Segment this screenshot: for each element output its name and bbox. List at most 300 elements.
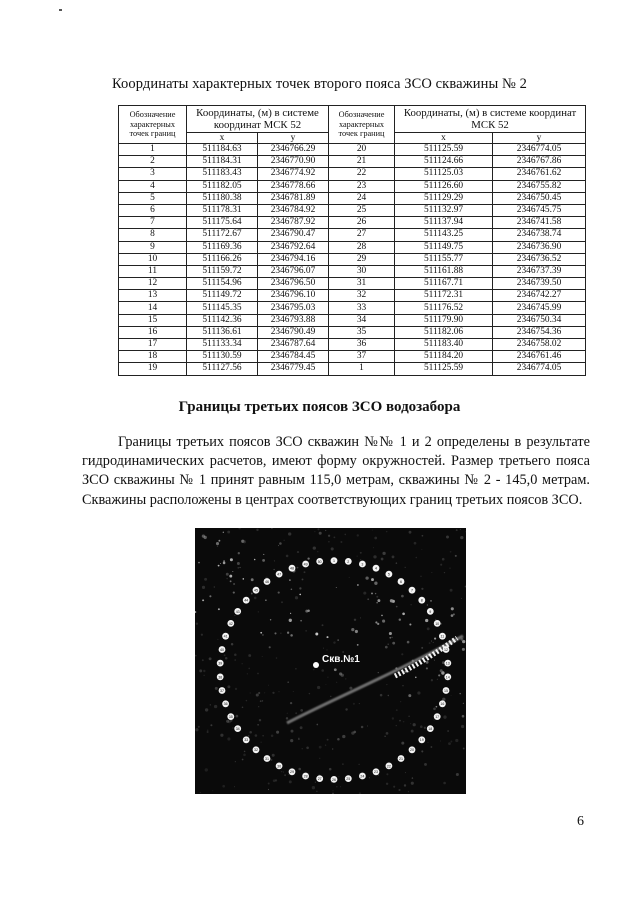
terrain-speckle <box>220 563 221 564</box>
terrain-speckle <box>224 654 226 656</box>
boundary-point-label: 46 <box>265 579 269 584</box>
terrain-speckle <box>389 632 392 635</box>
terrain-speckle <box>355 630 358 633</box>
terrain-speckle <box>319 758 320 759</box>
terrain-speckle <box>234 659 236 661</box>
table-row <box>119 168 586 180</box>
cell-point-left: 6 <box>119 204 187 216</box>
terrain-speckle <box>421 647 423 649</box>
cell-x-left: 511182.05 <box>187 180 258 192</box>
terrain-speckle <box>447 730 449 732</box>
boundary-point-label: 27 <box>317 777 322 781</box>
terrain-speckle <box>450 589 453 592</box>
terrain-speckle <box>207 730 209 732</box>
cell-x-left: 511142.36 <box>187 314 258 326</box>
terrain-speckle <box>375 593 376 594</box>
terrain-speckle <box>198 726 200 728</box>
table-row <box>119 241 586 253</box>
terrain-speckle <box>336 587 337 588</box>
terrain-speckle <box>322 624 324 626</box>
terrain-speckle <box>226 578 228 580</box>
terrain-speckle <box>453 613 455 615</box>
terrain-speckle <box>276 731 279 734</box>
cell-point-right: 22 <box>329 168 395 180</box>
terrain-speckle <box>396 606 398 608</box>
terrain-speckle <box>420 725 423 728</box>
table-row <box>119 278 586 290</box>
terrain-speckle <box>391 637 392 638</box>
cell-x-left: 511149.72 <box>187 290 258 302</box>
terrain-speckle <box>339 776 340 777</box>
terrain-speckle <box>215 687 218 690</box>
cell-x-left: 511166.26 <box>187 253 258 265</box>
terrain-speckle <box>233 583 235 585</box>
terrain-speckle <box>302 578 304 580</box>
terrain-speckle <box>416 557 418 559</box>
cell-y-right: 2346767.86 <box>493 156 586 168</box>
terrain-speckle <box>236 715 239 718</box>
terrain-speckle <box>342 763 343 764</box>
terrain-speckle <box>247 673 248 674</box>
terrain-speckle <box>281 601 283 603</box>
terrain-speckle <box>276 657 278 659</box>
cell-y-left: 2346794.16 <box>258 253 329 265</box>
terrain-speckle <box>212 790 213 791</box>
terrain-speckle <box>415 677 417 679</box>
terrain-speckle <box>385 646 388 649</box>
header-y-left: y <box>258 133 329 144</box>
terrain-speckle <box>248 735 249 736</box>
terrain-speckle <box>269 646 271 648</box>
terrain-speckle <box>329 768 332 771</box>
terrain-speckle <box>390 599 393 602</box>
terrain-speckle <box>431 679 433 681</box>
terrain-speckle <box>386 783 388 785</box>
terrain-speckle <box>244 751 246 753</box>
terrain-speckle <box>396 709 398 711</box>
terrain-speckle <box>333 536 335 538</box>
terrain-speckle <box>209 657 212 660</box>
cell-point-right: 21 <box>329 156 395 168</box>
terrain-speckle <box>298 738 300 740</box>
terrain-speckle <box>442 661 445 664</box>
terrain-speckle <box>205 768 208 771</box>
terrain-speckle <box>405 772 406 773</box>
terrain-speckle <box>202 599 204 601</box>
cell-y-left: 2346790.49 <box>258 326 329 338</box>
terrain-speckle <box>199 669 202 672</box>
terrain-speckle <box>377 623 379 625</box>
terrain-speckle <box>328 535 330 537</box>
terrain-speckle <box>254 597 257 600</box>
terrain-speckle <box>283 772 284 773</box>
cell-x-left: 511133.34 <box>187 339 258 351</box>
table-row <box>119 144 586 156</box>
terrain-speckle <box>304 571 306 573</box>
cell-point-right: 30 <box>329 265 395 277</box>
terrain-speckle <box>312 786 315 789</box>
terrain-speckle <box>420 576 421 577</box>
terrain-speckle <box>258 706 259 707</box>
terrain-speckle <box>232 727 234 729</box>
scan-artifact <box>59 9 62 11</box>
terrain-speckle <box>399 720 401 722</box>
terrain-speckle <box>278 545 279 546</box>
boundary-point-label: 48 <box>290 566 294 571</box>
boundary-point-label: 35 <box>228 715 233 719</box>
table-row <box>119 302 586 314</box>
terrain-speckle <box>262 700 263 701</box>
terrain-speckle <box>381 615 383 617</box>
terrain-speckle <box>433 642 434 643</box>
terrain-speckle <box>242 759 244 761</box>
terrain-speckle <box>218 608 220 610</box>
terrain-speckle <box>460 529 461 530</box>
cell-y-right: 2346750.34 <box>493 314 586 326</box>
cell-point-right: 23 <box>329 180 395 192</box>
terrain-speckle <box>342 735 345 738</box>
terrain-speckle <box>327 739 329 741</box>
cell-x-left: 511136.61 <box>187 326 258 338</box>
terrain-speckle <box>443 782 446 785</box>
terrain-speckle <box>403 721 405 723</box>
terrain-speckle <box>462 648 465 651</box>
boundary-point-label: 31 <box>265 756 269 761</box>
terrain-speckle <box>286 717 288 719</box>
cell-y-right: 2346738.74 <box>493 229 586 241</box>
terrain-speckle <box>360 552 362 554</box>
terrain-speckle <box>351 628 354 631</box>
terrain-speckle <box>195 728 198 731</box>
table-row <box>119 351 586 363</box>
boundary-point-label: 7 <box>411 588 413 593</box>
terrain-speckle <box>451 695 452 696</box>
boundary-point-label: 39 <box>218 661 223 666</box>
boundary-point-label: 45 <box>254 588 258 593</box>
terrain-speckle <box>333 790 334 791</box>
terrain-speckle <box>319 774 320 775</box>
terrain-speckle <box>342 651 343 652</box>
table-caption: Координаты характерных точек второго пояса ЗСО скважины № 2 <box>111 76 528 92</box>
terrain-speckle <box>201 634 203 636</box>
terrain-speckle <box>433 707 436 710</box>
terrain-speckle <box>349 687 352 690</box>
cell-y-right: 2346754.36 <box>493 326 586 338</box>
cell-x-right: 511124.66 <box>395 156 493 168</box>
terrain-speckle <box>313 546 316 549</box>
table-row <box>119 290 586 302</box>
terrain-speckle <box>220 734 223 737</box>
boundary-point-label: 30 <box>277 764 282 769</box>
terrain-speckle <box>214 586 215 587</box>
terrain-speckle <box>231 643 233 645</box>
header-coords-left: Координаты, (м) в системе координат МСК 52 <box>187 106 329 133</box>
cell-x-right: 511183.40 <box>395 339 493 351</box>
terrain-speckle <box>404 784 406 786</box>
terrain-speckle <box>384 736 385 737</box>
cell-y-right: 2346761.46 <box>493 351 586 363</box>
terrain-speckle <box>401 653 403 655</box>
cell-y-left: 2346778.66 <box>258 180 329 192</box>
boundary-point-label: 8 <box>420 598 423 603</box>
cell-x-right: 511137.94 <box>395 217 493 229</box>
boundary-point-label: 29 <box>290 770 294 775</box>
header-x-right: x <box>395 133 493 144</box>
boundary-point-label: 32 <box>254 748 258 753</box>
terrain-speckle <box>461 598 462 599</box>
terrain-speckle <box>451 607 454 610</box>
terrain-speckle <box>345 708 347 710</box>
terrain-speckle <box>382 620 385 623</box>
terrain-speckle <box>369 777 370 778</box>
terrain-speckle <box>243 540 246 543</box>
terrain-speckle <box>430 600 432 602</box>
terrain-speckle <box>234 615 235 616</box>
terrain-speckle <box>344 534 346 536</box>
terrain-speckle <box>317 551 318 552</box>
cell-x-right: 511125.59 <box>395 144 493 156</box>
table-row <box>119 265 586 277</box>
terrain-speckle <box>448 742 451 745</box>
boundary-point-label: 21 <box>399 756 403 761</box>
cell-x-right: 511172.31 <box>395 290 493 302</box>
terrain-speckle <box>295 668 297 670</box>
body-paragraph: Границы третьих поясов ЗСО скважин №№ 1 и 2 определены в результате гидродинамических расчетов, имеют форму окружностей. Размер третьего пояса ЗСО скважины № 1 принят равным 115,0 метрам, скважины № 2 - 145,0 метрам. Скважины расположены в центрах соответствующих границ третьих поясов ЗСО. <box>82 434 590 508</box>
terrain-speckle <box>450 741 452 743</box>
terrain-speckle <box>388 695 389 696</box>
cell-y-right: 2346774.05 <box>493 363 586 375</box>
terrain-speckle <box>400 701 401 702</box>
terrain-speckle <box>354 619 356 621</box>
terrain-speckle <box>455 739 458 742</box>
terrain-speckle <box>413 723 416 726</box>
terrain-speckle <box>268 685 269 686</box>
terrain-speckle <box>424 727 426 729</box>
terrain-speckle <box>198 562 200 564</box>
terrain-speckle <box>246 700 247 701</box>
cell-x-left: 511184.31 <box>187 156 258 168</box>
terrain-speckle <box>299 587 301 589</box>
terrain-speckle <box>200 792 201 793</box>
terrain-speckle <box>274 560 275 561</box>
terrain-speckle <box>286 555 289 558</box>
terrain-speckle <box>262 559 265 562</box>
terrain-speckle <box>382 552 385 555</box>
terrain-speckle <box>290 702 292 704</box>
terrain-speckle <box>279 542 282 545</box>
terrain-speckle <box>237 567 239 569</box>
terrain-speckle <box>409 623 411 625</box>
boundary-point-label: 24 <box>360 774 365 779</box>
terrain-speckle <box>337 738 340 741</box>
cell-x-right: 511155.77 <box>395 253 493 265</box>
cell-y-left: 2346774.92 <box>258 168 329 180</box>
terrain-speckle <box>319 532 322 535</box>
terrain-speckle <box>258 692 260 694</box>
terrain-speckle <box>386 531 387 532</box>
terrain-speckle <box>248 668 250 670</box>
cell-y-right: 2346758.02 <box>493 339 586 351</box>
cell-point-right: 1 <box>329 363 395 375</box>
cell-y-left: 2346784.45 <box>258 351 329 363</box>
terrain-speckle <box>404 671 406 673</box>
boundary-point-label: 37 <box>220 688 224 693</box>
cell-point-left: 1 <box>119 144 187 156</box>
cell-x-left: 511184.63 <box>187 144 258 156</box>
terrain-speckle <box>272 692 274 694</box>
terrain-speckle <box>331 547 334 550</box>
terrain-speckle <box>363 592 366 595</box>
boundary-point-label: 4 <box>375 566 377 571</box>
terrain-speckle <box>248 654 251 657</box>
terrain-speckle <box>431 746 433 748</box>
terrain-speckle <box>268 789 269 790</box>
terrain-speckle <box>436 706 438 708</box>
terrain-speckle <box>357 644 359 646</box>
terrain-speckle <box>421 750 423 752</box>
terrain-speckle <box>361 726 364 729</box>
terrain-speckle <box>435 619 436 620</box>
zso-map-svg <box>195 528 466 794</box>
terrain-speckle <box>314 531 315 532</box>
terrain-speckle <box>307 557 309 559</box>
terrain-speckle <box>340 541 342 543</box>
terrain-speckle <box>288 532 291 535</box>
terrain-speckle <box>287 632 289 634</box>
terrain-speckle <box>309 693 310 694</box>
cell-point-right: 27 <box>329 229 395 241</box>
terrain-speckle <box>230 580 232 582</box>
cell-y-right: 2346745.99 <box>493 302 586 314</box>
terrain-speckle <box>373 547 374 548</box>
terrain-speckle <box>336 682 337 683</box>
terrain-speckle <box>261 742 262 743</box>
terrain-speckle <box>380 694 383 697</box>
terrain-speckle <box>287 681 289 683</box>
terrain-speckle <box>389 637 391 639</box>
table-row <box>119 229 586 241</box>
terrain-speckle <box>373 555 376 558</box>
terrain-speckle <box>241 663 242 664</box>
boundary-point-label: 9 <box>429 609 432 614</box>
boundary-point-label: 12 <box>444 647 448 652</box>
cell-x-right: 511143.25 <box>395 229 493 241</box>
boundary-point-label: 16 <box>440 702 445 707</box>
cell-point-left: 7 <box>119 217 187 229</box>
terrain-speckle <box>243 753 246 756</box>
boundary-point-label: 11 <box>440 634 445 639</box>
terrain-speckle <box>270 619 271 620</box>
boundary-point-label: 43 <box>235 609 240 614</box>
terrain-speckle <box>317 686 320 689</box>
cell-point-right: 36 <box>329 339 395 351</box>
cell-x-right: 511179.90 <box>395 314 493 326</box>
cell-point-right: 33 <box>329 302 395 314</box>
cell-point-left: 17 <box>119 339 187 351</box>
terrain-speckle <box>408 716 410 718</box>
terrain-speckle <box>254 559 256 561</box>
cell-y-right: 2346736.90 <box>493 241 586 253</box>
cell-x-right: 511129.29 <box>395 192 493 204</box>
terrain-speckle <box>300 709 303 712</box>
terrain-speckle <box>203 670 205 672</box>
cell-x-left: 511127.56 <box>187 363 258 375</box>
cell-y-right: 2346739.50 <box>493 278 586 290</box>
terrain-speckle <box>289 579 291 581</box>
boundary-point-label: 13 <box>445 661 450 666</box>
boundary-point-label: 42 <box>228 621 233 626</box>
cell-point-right: 35 <box>329 326 395 338</box>
cell-point-left: 12 <box>119 278 187 290</box>
terrain-speckle <box>341 674 344 677</box>
cell-y-right: 2346741.58 <box>493 217 586 229</box>
terrain-speckle <box>386 732 389 735</box>
terrain-speckle <box>444 665 445 666</box>
terrain-speckle <box>218 565 220 567</box>
terrain-speckle <box>411 730 414 733</box>
boundary-point-label: 44 <box>244 598 249 603</box>
terrain-speckle <box>325 745 326 746</box>
terrain-speckle <box>290 634 293 637</box>
cell-x-left: 511180.38 <box>187 192 258 204</box>
cell-point-left: 13 <box>119 290 187 302</box>
terrain-speckle <box>300 620 302 622</box>
terrain-speckle <box>319 746 322 749</box>
terrain-speckle <box>455 555 457 557</box>
terrain-speckle <box>409 531 412 534</box>
terrain-speckle <box>443 715 446 718</box>
cell-x-left: 511154.96 <box>187 278 258 290</box>
cell-y-left: 2346793.88 <box>258 314 329 326</box>
boundary-point-label: 25 <box>346 777 351 781</box>
terrain-speckle <box>235 761 236 762</box>
terrain-speckle <box>336 786 338 788</box>
terrain-speckle <box>333 641 335 643</box>
terrain-speckle <box>432 572 433 573</box>
cell-point-left: 19 <box>119 363 187 375</box>
terrain-speckle <box>340 786 341 787</box>
cell-x-right: 511182.06 <box>395 326 493 338</box>
terrain-speckle <box>315 633 318 636</box>
terrain-speckle <box>326 636 328 638</box>
terrain-speckle <box>426 661 429 664</box>
terrain-speckle <box>210 704 211 705</box>
terrain-speckle <box>227 737 230 740</box>
boundary-point-label: 33 <box>244 738 249 743</box>
well-marker-icon <box>313 662 319 668</box>
terrain-speckle <box>256 693 259 696</box>
cell-x-right: 511161.88 <box>395 265 493 277</box>
terrain-speckle <box>217 639 218 640</box>
boundary-point-label: 20 <box>410 748 414 753</box>
terrain-speckle <box>238 552 240 554</box>
terrain-speckle <box>262 634 264 636</box>
header-coords-right: Координаты, (м) в системе координат МСК 52 <box>395 106 586 133</box>
terrain-speckle <box>427 627 430 630</box>
table-row <box>119 314 586 326</box>
terrain-speckle <box>229 575 232 578</box>
terrain-speckle <box>234 654 237 657</box>
terrain-speckle <box>316 724 318 726</box>
terrain-speckle <box>268 783 270 785</box>
terrain-speckle <box>462 715 465 718</box>
terrain-speckle <box>274 569 275 570</box>
terrain-speckle <box>325 684 326 685</box>
terrain-speckle <box>328 541 330 543</box>
terrain-speckle <box>401 742 404 745</box>
terrain-speckle <box>271 735 274 738</box>
terrain-speckle <box>299 594 301 596</box>
